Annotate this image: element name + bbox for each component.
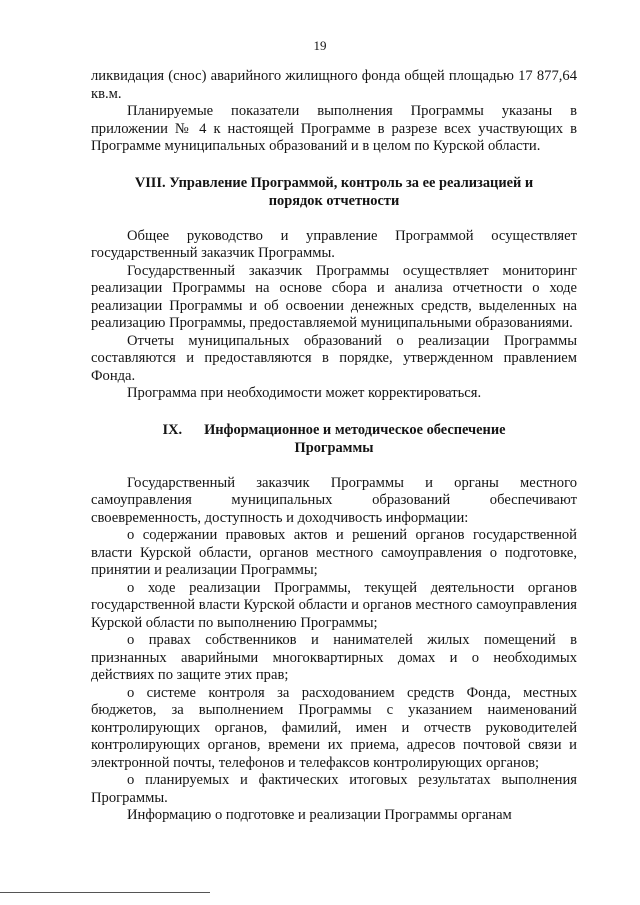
paragraph: Планируемые показатели выполнения Программы указаны в приложении № 4 к настоящей Программе в разрезе всех участвующих в Программе муниципальных образований и в целом по Курской области. <box>91 103 577 154</box>
paragraph: Общее руководство и управление Программой осуществляет государственный заказчик Программы. <box>91 227 577 261</box>
section-heading-8-line1: VIII. Управление Программой, контроль за ее реализацией и <box>134 174 534 191</box>
paragraph: ликвидация (снос) аварийного жилищного фонда общей площадью 17 877,64 кв.м. <box>91 68 577 102</box>
list-item: о содержании правовых актов и решений органов государственной власти Курской области, органов местного самоуправления о подготовке, принятии и реализации Программы; <box>91 527 577 578</box>
list-item: о планируемых и фактических итоговых результатах выполнения Программы. <box>91 772 577 806</box>
section-heading-9 <box>91 421 577 457</box>
document-body <box>91 68 577 825</box>
section-heading-8-line2: порядок отчетности <box>268 192 400 209</box>
section-heading-8 <box>91 174 577 210</box>
page-number: 19 <box>313 38 327 53</box>
section-heading-9-number: IX. <box>162 421 183 438</box>
list-item: о правах собственников и нанимателей жилых помещений в признанных аварийными многоквартирных домах и о необходимых действиях по защите этих прав; <box>91 632 577 683</box>
paragraph: Государственный заказчик Программы осуществляет мониторинг реализации Программы на основе сбора и анализа отчетности о ходе реализации Программы и об освоении денежных средств, выделенных на реализацию Программы, предоставляемой муниципальными образованиями. <box>91 262 577 331</box>
paragraph: Государственный заказчик Программы и органы местного самоуправления муниципальных образований обеспечивают своевременность, доступность и доходчивость информации: <box>91 474 577 526</box>
paragraph: Отчеты муниципальных образований о реализации Программы составляются и предоставляются в порядке, утвержденном правлением Фонда. <box>91 332 577 384</box>
footer-divider <box>0 892 210 893</box>
list-item: о системе контроля за расходованием средств Фонда, местных бюджетов, за выполнением Программы с указанием наименований контролирующих органов, фамилий, имен и отчеств руководителей контролирующих органов, времени их приема, адресов почтовой связи и электронной почты, телефонов и телефаксов контролирующих органов; <box>91 684 577 771</box>
section-heading-9-line2: Программы <box>294 439 374 456</box>
section-heading-9-line1: Информационное и методическое обеспечение <box>204 421 506 438</box>
list-item: о ходе реализации Программы, текущей деятельности органов государственной власти Курской области и органов местного самоуправления Курской области по выполнению Программы; <box>91 579 577 631</box>
paragraph: Программа при необходимости может корректироваться. <box>127 385 482 401</box>
paragraph: Информацию о подготовке и реализации Программы органам <box>127 807 512 823</box>
